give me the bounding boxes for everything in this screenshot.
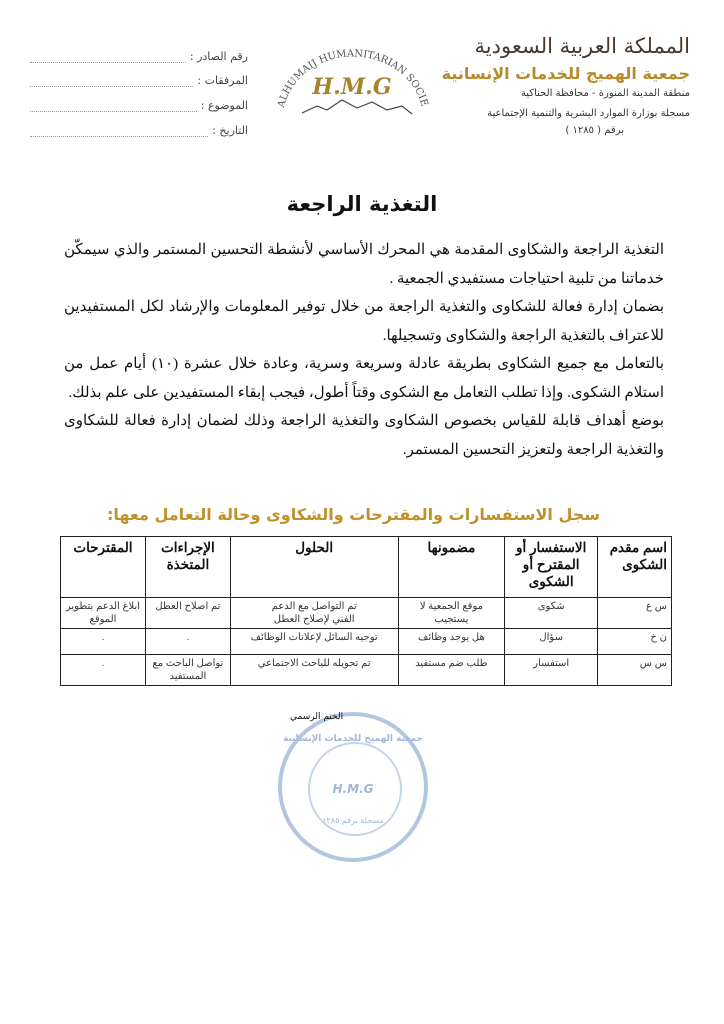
subject-field — [30, 99, 248, 112]
table-cell: موقع الجمعية لا يستجيب — [398, 598, 505, 629]
attachments-field — [30, 74, 248, 87]
field-label: المرفقات : — [197, 74, 248, 87]
table-cell: س س — [598, 655, 672, 686]
col-header: الإجراءات المتخذة — [145, 537, 230, 598]
society-name: جمعية الهميج للخدمات الإنسانية — [441, 64, 690, 83]
seal-number: مسجلة برقم ١٢٨٥ — [322, 816, 384, 825]
col-header: الحلول — [230, 537, 398, 598]
seal-text: جمعية الهميج للخدمات الإنسانية — [283, 734, 423, 744]
seal-label: الختم الرسمي — [290, 712, 344, 722]
field-label: رقم الصادر : — [189, 50, 248, 63]
outgoing-number-field — [30, 50, 248, 63]
table-cell: هل يوجد وظائف — [398, 629, 505, 655]
kingdom-name: المملكة العربية السعودية — [474, 34, 690, 58]
registration: مسجلة بوزارة الموارد البشرية والتنمية الإجتماعية — [487, 108, 690, 119]
table-cell: سؤال — [505, 629, 598, 655]
table-row — [61, 655, 672, 686]
table-cell: تم اصلاح العطل — [145, 598, 230, 629]
table-row — [61, 598, 672, 629]
table-cell: تم التواصل مع الدعم الفني لإصلاح العطل — [230, 598, 398, 629]
table-header-row — [61, 537, 672, 598]
paragraph: بضمان إدارة فعالة للشكاوى والتغذية الراجعة من خلال توفير المعلومات والإرشاد لكل المستفيدين للاعتراف بالتغذية الراجعة والشكاوى وتسجيلها. — [64, 299, 664, 344]
paragraph: بوضع أهداف قابلة للقياس بخصوص الشكاوى والتغذية الراجعة وذلك لضمان إدارة فعالة للشكاوى والتغذية الراجعة ولتعزيز التحسين المستمر. — [64, 413, 664, 458]
col-header: الاستفسار أو المقترح أو الشكوى — [505, 537, 598, 598]
seal-initials: H.M.G — [332, 782, 374, 796]
society-logo — [272, 28, 432, 128]
complaints-table — [60, 536, 672, 686]
table-cell: ن خ — [598, 629, 672, 655]
official-seal — [278, 712, 428, 862]
table-cell: . — [61, 629, 146, 655]
table-cell: تواصل الباحث مع المستفيد — [145, 655, 230, 686]
region: منطقة المدينة المنورة - محافظة الحناكية — [520, 88, 690, 99]
col-header: اسم مقدم الشكوى — [598, 537, 672, 598]
table-cell: تم تحويله للباحث الاجتماعي — [230, 655, 398, 686]
col-header: مضمونها — [398, 537, 505, 598]
field-label: التاريخ : — [212, 124, 248, 137]
logo-initials: H.M.G — [312, 74, 392, 100]
body-text — [64, 236, 664, 464]
registration-number: برقم ( ١٢٨٥ ) — [565, 125, 624, 136]
paragraph: التغذية الراجعة والشكاوى المقدمة هي المحرك الأساسي لأنشطة التحسين المستمر والذي سيمكّن خدماتنا من تلبية احتياجات مستفيدي الجمعية . — [64, 242, 664, 287]
table-cell: طلب ضم مستفيد — [398, 655, 505, 686]
table-cell: استفسار — [505, 655, 598, 686]
table-cell: . — [61, 655, 146, 686]
date-field — [30, 124, 248, 137]
table-cell: س ع — [598, 598, 672, 629]
table-row — [61, 629, 672, 655]
table-cell: ابلاغ الدعم بتطوير الموقع — [61, 598, 146, 629]
paragraph: بالتعامل مع جميع الشكاوى بطريقة عادلة وسريعة وسرية، وعادة خلال عشرة (١٠) أيام عمل من استلام الشكوى. وإذا تطلب التعامل مع الشكوى وقتاً أطول، فيجب إبقاء المستفيدين على علم بذلك. — [64, 356, 664, 401]
col-header: المقترحات — [61, 537, 146, 598]
field-label: الموضوع : — [200, 99, 248, 112]
table-cell: . — [145, 629, 230, 655]
page-title: التغذية الراجعة — [286, 192, 438, 216]
logo-ring-text: ALHUMAIJ HUMANITARIAN SOCIE — [276, 48, 430, 109]
table-cell: شكوى — [505, 598, 598, 629]
table-cell: توجيه السائل لإعلانات الوظائف — [230, 629, 398, 655]
table-heading: سجل الاستفسارات والمقترحات والشكاوى وحالة التعامل معها: — [107, 505, 600, 524]
